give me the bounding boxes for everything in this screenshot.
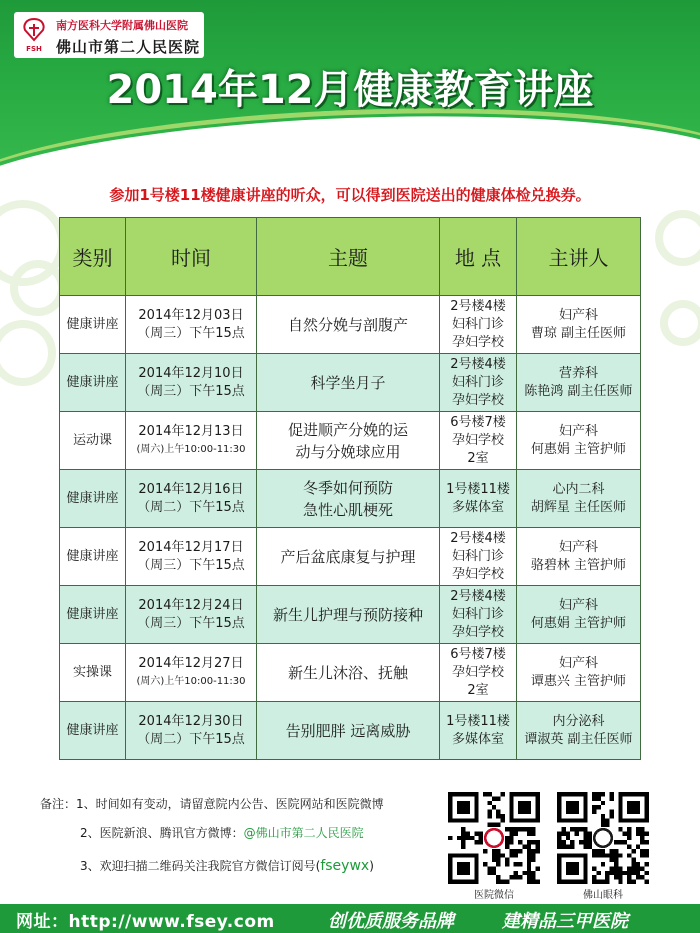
cell-location	[440, 412, 517, 470]
location-line-2: 妇科门诊	[451, 374, 504, 390]
topic-line-1: 新生儿护理与预防接种	[272, 605, 423, 624]
topic-line-1: 冬季如何预防	[302, 478, 393, 497]
note-2	[80, 824, 364, 841]
note-3	[80, 857, 374, 874]
cell-category	[60, 528, 126, 586]
location-line-1: 1号楼11楼	[446, 713, 510, 729]
page-title: 2014年12月健康教育讲座	[106, 67, 594, 113]
department-text: 心内二科	[552, 481, 605, 497]
department-text: 妇产科	[558, 539, 598, 555]
header-category: 类别	[60, 218, 126, 296]
when-text: （周三）下午15点	[137, 615, 245, 631]
location-line-2: 妇科门诊	[451, 316, 504, 332]
location-line-3: 孕妇学校	[451, 392, 504, 408]
topic-line-1: 告别肥胖 远离威胁	[285, 721, 411, 740]
cell-time	[126, 412, 257, 470]
location-line-2: 孕妇学校	[451, 432, 504, 448]
qr-code-foshan-eye[interactable]	[557, 792, 649, 884]
cell-category	[60, 586, 126, 644]
topic-line-1: 科学坐月子	[310, 373, 386, 392]
category-text: 健康讲座	[66, 722, 119, 738]
location-line-3: 孕妇学校	[451, 566, 504, 582]
speaker-text: 何惠娟 主管护师	[530, 615, 627, 631]
cell-location	[440, 702, 517, 760]
speaker-text: 曹琼 副主任医师	[530, 325, 627, 341]
location-line-2: 多媒体室	[451, 499, 504, 515]
location-line-2: 妇科门诊	[451, 548, 504, 564]
date-text: 2014年12月16日	[138, 481, 244, 497]
cell-time	[126, 296, 257, 354]
table-row	[60, 528, 641, 586]
category-text: 健康讲座	[66, 374, 119, 390]
when-text: （周三）下午15点	[137, 325, 245, 341]
footer-bar	[0, 904, 700, 933]
slogan-2: 建精品三甲医院	[502, 911, 628, 932]
notice-text: 参加1号楼11楼健康讲座的听众，可以得到医院送出的健康体检兑换券。	[109, 186, 591, 204]
cell-location	[440, 354, 517, 412]
table-header-row	[60, 218, 641, 296]
header-banner	[0, 0, 700, 175]
department-text: 妇产科	[558, 655, 598, 671]
date-text: 2014年12月13日	[138, 423, 244, 439]
date-text: 2014年12月10日	[138, 365, 244, 381]
cell-location	[440, 644, 517, 702]
department-text: 营养科	[558, 365, 598, 381]
location-line-3: 2室	[467, 682, 489, 698]
location-line-2: 多媒体室	[451, 731, 504, 747]
lecture-schedule-table	[59, 217, 641, 760]
location-line-1: 2号楼4楼	[450, 298, 506, 314]
header-time: 时间	[126, 218, 257, 296]
cell-topic	[257, 354, 440, 412]
cell-time	[126, 354, 257, 412]
wechat-handle: fseywx	[320, 858, 370, 874]
when-text: （周二）下午15点	[137, 499, 245, 515]
department-text: 妇产科	[558, 597, 598, 613]
cell-location	[440, 528, 517, 586]
cell-speaker	[517, 296, 641, 354]
cell-time	[126, 586, 257, 644]
cell-category	[60, 412, 126, 470]
cell-topic	[257, 470, 440, 528]
category-text: 健康讲座	[66, 606, 119, 622]
table-row	[60, 470, 641, 528]
when-text: （周二）下午15点	[137, 731, 245, 747]
hospital-emblem-icon	[20, 16, 48, 54]
speaker-text: 陈艳鸿 副主任医师	[524, 383, 633, 399]
cell-category	[60, 354, 126, 412]
category-text: 运动课	[72, 432, 112, 448]
topic-line-1: 新生儿沐浴、抚触	[287, 663, 408, 682]
department-text: 妇产科	[558, 307, 598, 323]
hospital-affiliation: 南方医科大学附属佛山医院	[56, 19, 188, 32]
date-text: 2014年12月24日	[138, 597, 244, 613]
date-text: 2014年12月27日	[138, 655, 244, 671]
date-text: 2014年12月30日	[138, 713, 244, 729]
cell-speaker	[517, 412, 641, 470]
when-text: (周六)上午10:00-11:30	[136, 675, 246, 687]
weibo-handle: @佛山市第二人民医院	[243, 826, 364, 840]
cell-topic	[257, 296, 440, 354]
cell-category	[60, 644, 126, 702]
speaker-text: 谭淑英 副主任医师	[524, 731, 633, 747]
location-line-3: 2室	[467, 450, 489, 466]
topic-line-2: 急性心肌梗死	[302, 500, 393, 519]
website-url[interactable]: 网址：http://www.fsey.com	[16, 912, 275, 932]
topic-line-2: 动与分娩球应用	[295, 442, 401, 461]
category-text: 健康讲座	[66, 316, 119, 332]
cell-location	[440, 586, 517, 644]
cell-speaker	[517, 470, 641, 528]
location-line-3: 孕妇学校	[451, 624, 504, 640]
decor-circle	[660, 300, 700, 346]
topic-line-1: 产后盆底康复与护理	[280, 547, 416, 566]
location-line-1: 1号楼11楼	[446, 481, 510, 497]
cell-speaker	[517, 354, 641, 412]
when-text: (周六)上午10:00-11:30	[136, 443, 246, 455]
cell-speaker	[517, 586, 641, 644]
cell-category	[60, 296, 126, 354]
location-line-3: 孕妇学校	[451, 334, 504, 350]
note-3-text: 3、欢迎扫描二维码关注我院官方微信订阅号(	[80, 859, 321, 873]
cell-topic	[257, 412, 440, 470]
cell-location	[440, 296, 517, 354]
note-2-text: 2、医院新浪、腾讯官方微博：	[80, 826, 244, 840]
table-row	[60, 644, 641, 702]
cell-speaker	[517, 702, 641, 760]
location-line-1: 6号楼7楼	[450, 646, 506, 662]
hospital-name: 佛山市第二人民医院	[56, 38, 201, 56]
date-text: 2014年12月03日	[138, 307, 244, 323]
decor-circle	[655, 210, 700, 266]
category-text: 实操课	[72, 664, 112, 680]
speaker-text: 谭惠兴 主管护师	[530, 673, 627, 689]
cell-time	[126, 528, 257, 586]
category-text: 健康讲座	[66, 548, 119, 564]
cell-location	[440, 470, 517, 528]
speaker-text: 何惠娟 主管护师	[530, 441, 627, 457]
decor-circle	[10, 260, 66, 316]
location-line-1: 2号楼4楼	[450, 588, 506, 604]
cell-topic	[257, 586, 440, 644]
department-text: 妇产科	[558, 423, 598, 439]
date-text: 2014年12月17日	[138, 539, 244, 555]
table-row	[60, 702, 641, 760]
header-location: 地 点	[440, 218, 517, 296]
speaker-text: 胡辉星 主任医师	[530, 499, 627, 515]
cell-speaker	[517, 528, 641, 586]
table-row	[60, 412, 641, 470]
location-line-2: 妇科门诊	[451, 606, 504, 622]
when-text: （周三）下午15点	[137, 383, 245, 399]
topic-line-1: 促进顺产分娩的运	[287, 420, 408, 439]
location-line-1: 2号楼4楼	[450, 530, 506, 546]
note-3-suffix: )	[369, 859, 374, 873]
logo-letters: FSH	[26, 45, 42, 53]
qr-label-foshan-eye: 佛山眼科	[583, 890, 623, 901]
cell-time	[126, 702, 257, 760]
qr-code-hospital-wechat[interactable]	[448, 792, 540, 884]
cell-topic	[257, 528, 440, 586]
department-text: 内分泌科	[552, 713, 605, 729]
cell-time	[126, 470, 257, 528]
cell-category	[60, 702, 126, 760]
cell-category	[60, 470, 126, 528]
location-line-2: 孕妇学校	[451, 664, 504, 680]
qr-label-hospital-wechat: 医院微信	[474, 890, 514, 901]
location-line-1: 2号楼4楼	[450, 356, 506, 372]
hospital-logo	[14, 12, 204, 58]
decor-circle	[0, 320, 56, 386]
slogan-1: 创优质服务品牌	[328, 911, 454, 932]
cell-time	[126, 644, 257, 702]
cell-topic	[257, 702, 440, 760]
table-row	[60, 586, 641, 644]
table-row	[60, 354, 641, 412]
speaker-text: 骆碧林 主管护师	[530, 557, 627, 573]
cell-speaker	[517, 644, 641, 702]
table-row	[60, 296, 641, 354]
topic-line-1: 自然分娩与剖腹产	[287, 315, 408, 334]
note-1: 备注：1、时间如有变动，请留意院内公告、医院网站和医院微博	[40, 797, 384, 811]
header-topic: 主题	[257, 218, 440, 296]
header-speaker: 主讲人	[517, 218, 641, 296]
cell-topic	[257, 644, 440, 702]
category-text: 健康讲座	[66, 490, 119, 506]
when-text: （周三）下午15点	[137, 557, 245, 573]
location-line-1: 6号楼7楼	[450, 414, 506, 430]
